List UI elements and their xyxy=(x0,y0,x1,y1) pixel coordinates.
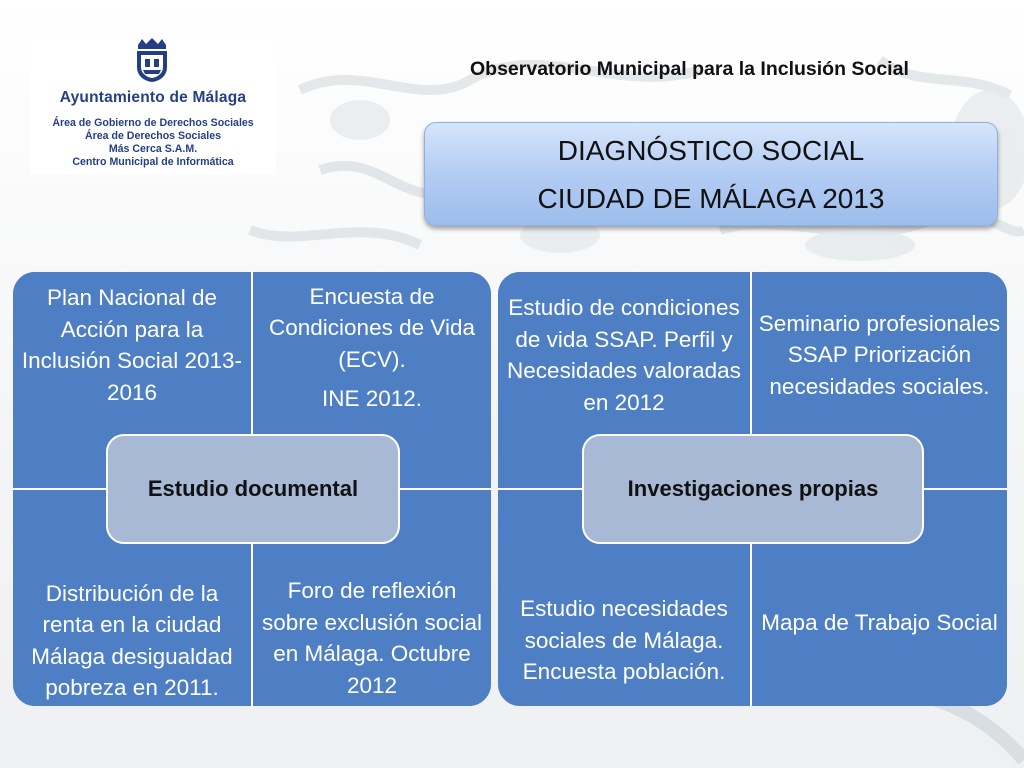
diagnostic-title-box xyxy=(424,122,998,226)
diagnostic-title-line2: CIUDAD DE MÁLAGA 2013 xyxy=(537,183,885,214)
diagnostic-title-line1: DIAGNÓSTICO SOCIAL xyxy=(557,135,865,166)
propias-cell-top-left: Estudio de condiciones de vida SSAP. Perfil y Necesidades valoradas en 2012 xyxy=(498,272,750,488)
city-crest-icon xyxy=(132,37,172,83)
propias-cell-bottom-right: Mapa de Trabajo Social xyxy=(752,490,1007,706)
investigaciones-propias-label: Investigaciones propias xyxy=(582,434,924,544)
department-line: Área de Gobierno de Derechos Sociales xyxy=(52,117,254,129)
ayuntamiento-logo xyxy=(30,37,276,175)
department-line: Centro Municipal de Informática xyxy=(72,156,234,168)
department-line: Más Cerca S.A.M. xyxy=(108,143,198,155)
estudio-documental-label: Estudio documental xyxy=(106,434,400,544)
documental-cell-bottom-right: Foro de reflexión sobre exclusión social en Málaga. Octubre 2012 xyxy=(253,490,491,706)
documental-cell-top-right: Encuesta de Condiciones de Vida (ECV). INE 2012. xyxy=(253,272,491,488)
observatory-title: Observatorio Municipal para la Inclusión Social xyxy=(470,58,909,80)
documental-cell-bottom-left: Distribución de la renta en la ciudad Málaga desigualdad pobreza en 2011. xyxy=(13,490,251,706)
department-line: Área de Derechos Sociales xyxy=(84,130,222,142)
propias-cell-top-right: Seminario profesionales SSAP Priorización necesidades sociales. xyxy=(752,272,1007,488)
propias-cell-bottom-left: Estudio necesidades sociales de Málaga. Encuesta población. xyxy=(498,490,750,706)
organization-name: Ayuntamiento de Málaga xyxy=(59,89,247,106)
documental-cell-top-left: Plan Nacional de Acción para la Inclusión Social 2013-2016 xyxy=(13,272,251,488)
